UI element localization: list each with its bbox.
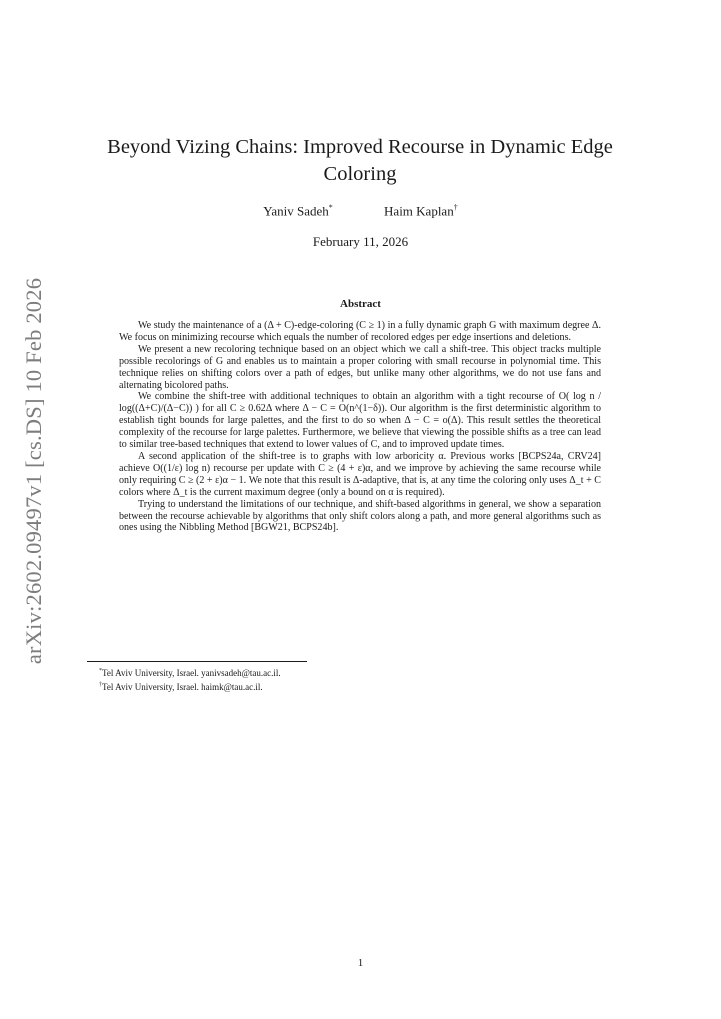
footnote-rule: [87, 661, 307, 662]
paper-title: Beyond Vizing Chains: Improved Recourse in Dynamic Edge Coloring: [107, 136, 613, 185]
abstract-heading: Abstract: [340, 298, 381, 310]
footnote-2-mark: †: [99, 682, 102, 688]
abstract-paragraph-5: Trying to understand the limitations of our technique, and shift-based algorithms in general, we show a separation between the recourse achievable by algorithms that only shift colors along a path, and more general algorithms such as ones using the Nibbling Method [BGW21, BCPS24b].: [119, 498, 601, 534]
abstract-paragraph-4: A second application of the shift-tree is to graphs with low arboricity α. Previous works [BCPS24a, CRV24] achieve O((1/ε) log n) recourse per update with C ≥ (4 + ε)α, and we improve by achieving the same recourse while only requiring C ≥ (2 + ε)α − 1. We note that this result is Δ-adaptive, that is, at any time the coloring only uses Δ_t + C colors where Δ_t is the current maximum degree (only a bound on α is required).: [119, 450, 601, 498]
page-number: 1: [357, 957, 364, 969]
author-2-mark: †: [453, 203, 458, 212]
arxiv-identifier: [20, 277, 48, 665]
footnote-1-mark: *: [99, 668, 102, 674]
footnote-1: [99, 665, 281, 679]
author-2: [384, 203, 458, 219]
abstract-paragraph-1: We study the maintenance of a (Δ + C)-edge-coloring (C ≥ 1) in a fully dynamic graph G with maximum degree Δ. We focus on minimizing recourse which equals the number of recolored edges per edge insertions and deletions.: [119, 320, 601, 343]
author-1: [263, 203, 333, 219]
author-1-name: Yaniv Sadeh: [263, 203, 329, 219]
abstract-body: [119, 320, 601, 534]
footnote-2-text: Tel Aviv University, Israel. haimk@tau.ac.il.: [102, 682, 263, 692]
footnote-1-text: Tel Aviv University, Israel. yanivsadeh@tau.ac.il.: [102, 668, 281, 678]
author-1-mark: *: [328, 203, 333, 212]
publication-date: February 11, 2026: [312, 234, 409, 249]
abstract-paragraph-3: We combine the shift-tree with additional techniques to obtain an algorithm with a tight recourse of O( log n / log((Δ+C)/(Δ−C)) ) for all C ≥ 0.62Δ where Δ − C = O(n^(1−δ)). Our algorithm is the first deterministic algorithm to establish tight bounds for large palettes, and the first to do so when Δ − C = o(Δ). This result settles the theoretical complexity of the recourse for large palettes. Furthermore, we believe that viewing the possible shifts as a tree can lead to similar tree-based techniques that extend to lower values of C, and to improved update times.: [119, 391, 601, 451]
arxiv-identifier-text: arXiv:2602.09497v1 [cs.DS] 10 Feb 2026: [21, 277, 46, 665]
author-2-name: Haim Kaplan: [384, 203, 454, 219]
footnotes: [99, 665, 281, 693]
footnote-2: [99, 679, 281, 693]
abstract-paragraph-2: We present a new recoloring technique based on an object which we call a shift-tree. This object tracks multiple possible recolorings of G and enables us to maintain a proper coloring with small recourse in polynomial time. This technique relies on shifting colors over a path of edges, but unlike many other algorithms, we do not use fans and alternating bicolored paths.: [119, 343, 601, 391]
author-list: [0, 203, 721, 219]
